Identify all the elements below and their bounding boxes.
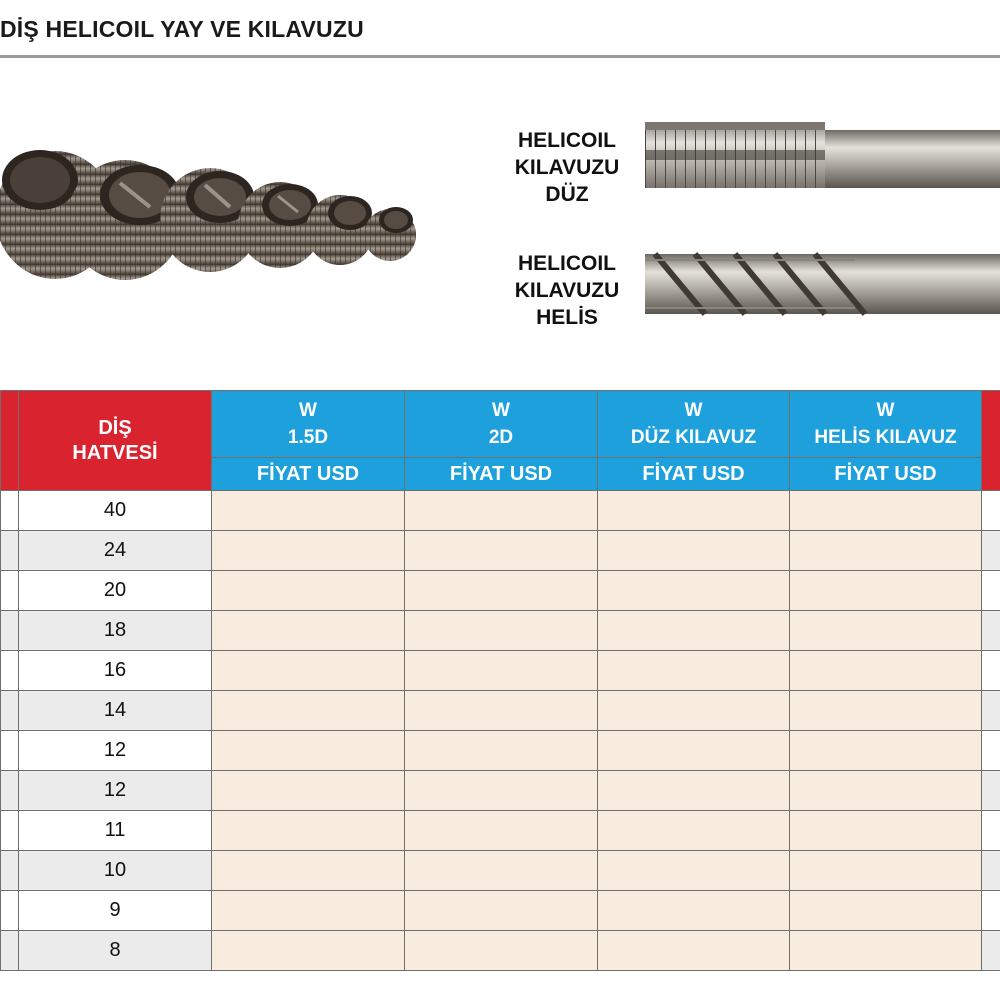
- column-subheader-4: FİYAT USD: [790, 458, 982, 491]
- spiral-tap-label-line-1: HELICOIL: [518, 252, 616, 275]
- table-row: [1, 931, 1000, 971]
- row-edge-cell: [1, 651, 19, 691]
- straight-tap-label-line-2: KILAVUZU: [514, 156, 620, 179]
- pitch-cell: 8: [19, 931, 212, 971]
- pitch-header-line-1: DİŞ: [98, 416, 132, 439]
- pitch-cell: 20: [19, 571, 212, 611]
- pitch-header-line-2: HATVESİ: [72, 441, 158, 464]
- price-cell: [790, 731, 982, 771]
- column-header-3: [598, 391, 790, 458]
- pitch-cell: 18: [19, 611, 212, 651]
- price-cell: [212, 491, 405, 531]
- spiral-tap-label: [492, 250, 642, 331]
- row-edge-cell: [1, 571, 19, 611]
- price-cell: [598, 651, 790, 691]
- price-cell: [790, 891, 982, 931]
- column-header-3-line-2: DÜZ KILAVUZ: [630, 427, 757, 448]
- table-row: [1, 811, 1000, 851]
- price-cell: [598, 491, 790, 531]
- column-header-2-line-1: W: [492, 400, 510, 421]
- row-edge-cell: [1, 531, 19, 571]
- price-cell: [598, 811, 790, 851]
- table-row: [1, 651, 1000, 691]
- left-red-edge: [1, 391, 19, 491]
- price-cell: [598, 771, 790, 811]
- price-cell: [212, 811, 405, 851]
- row-edge-cell: [1, 731, 19, 771]
- row-edge-cell: [982, 531, 1000, 571]
- column-header-3-line-1: W: [684, 400, 703, 421]
- row-edge-cell: [982, 571, 1000, 611]
- row-edge-cell: [1, 931, 19, 971]
- row-edge-cell: [982, 731, 1000, 771]
- price-cell: [790, 531, 982, 571]
- row-edge-cell: [982, 771, 1000, 811]
- row-edge-cell: [1, 851, 19, 891]
- column-subheader-3: FİYAT USD: [598, 458, 790, 491]
- price-cell: [212, 771, 405, 811]
- pitch-cell: 12: [19, 771, 212, 811]
- price-cell: [790, 571, 982, 611]
- price-cell: [405, 651, 598, 691]
- column-subheader-2: FİYAT USD: [405, 458, 598, 491]
- spiral-tap-label-line-3: HELİS: [536, 306, 598, 329]
- price-cell: [212, 731, 405, 771]
- table-row: [1, 491, 1000, 531]
- column-header-4-line-2: HELİS KILAVUZ: [814, 427, 957, 448]
- price-cell: [405, 491, 598, 531]
- price-cell: [790, 771, 982, 811]
- price-cell: [212, 851, 405, 891]
- column-subheader-1: FİYAT USD: [212, 458, 405, 491]
- right-red-edge: [982, 391, 1000, 491]
- column-header-1: [212, 391, 405, 458]
- row-edge-cell: [982, 611, 1000, 651]
- row-edge-cell: [1, 811, 19, 851]
- price-cell: [790, 691, 982, 731]
- straight-tap-label-line-3: DÜZ: [545, 183, 589, 206]
- helicoil-inserts-image: [0, 135, 430, 315]
- column-header-1-line-2: 1.5D: [287, 427, 329, 448]
- row-edge-cell: [1, 891, 19, 931]
- spiral-tap-image: [645, 240, 1000, 330]
- price-cell: [598, 691, 790, 731]
- price-cell: [405, 531, 598, 571]
- row-edge-cell: [982, 691, 1000, 731]
- price-cell: [405, 891, 598, 931]
- price-cell: [790, 811, 982, 851]
- column-header-4: [790, 391, 982, 458]
- page-title: DİŞ HELICOIL YAY VE KILAVUZU: [0, 16, 364, 42]
- price-cell: [212, 691, 405, 731]
- price-cell: [790, 651, 982, 691]
- price-cell: [790, 931, 982, 971]
- pitch-cell: 11: [19, 811, 212, 851]
- row-edge-cell: [1, 611, 19, 651]
- row-edge-cell: [982, 891, 1000, 931]
- price-cell: [598, 611, 790, 651]
- column-header-2: [405, 391, 598, 458]
- column-header-1-line-1: W: [299, 400, 317, 421]
- price-cell: [598, 891, 790, 931]
- price-cell: [598, 851, 790, 891]
- price-table: [0, 390, 1000, 971]
- row-edge-cell: [982, 851, 1000, 891]
- table-row: [1, 851, 1000, 891]
- price-cell: [405, 571, 598, 611]
- price-cell: [212, 931, 405, 971]
- table-row: [1, 611, 1000, 651]
- title-divider: [0, 55, 1000, 58]
- price-cell: [405, 731, 598, 771]
- price-cell: [790, 491, 982, 531]
- price-cell: [405, 851, 598, 891]
- row-edge-cell: [982, 491, 1000, 531]
- price-cell: [212, 571, 405, 611]
- price-cell: [790, 611, 982, 651]
- row-edge-cell: [1, 691, 19, 731]
- price-cell: [405, 811, 598, 851]
- pitch-cell: 12: [19, 731, 212, 771]
- table-row: [1, 891, 1000, 931]
- table-row: [1, 691, 1000, 731]
- price-cell: [405, 691, 598, 731]
- pitch-cell: 9: [19, 891, 212, 931]
- price-cell: [598, 531, 790, 571]
- price-cell: [598, 931, 790, 971]
- table-row: [1, 731, 1000, 771]
- price-cell: [212, 531, 405, 571]
- price-cell: [405, 611, 598, 651]
- table-row: [1, 531, 1000, 571]
- price-cell: [405, 771, 598, 811]
- table-row: [1, 571, 1000, 611]
- pitch-header: [19, 391, 212, 491]
- price-cell: [598, 571, 790, 611]
- row-edge-cell: [982, 651, 1000, 691]
- pitch-cell: 14: [19, 691, 212, 731]
- straight-tap-image: [645, 118, 1000, 200]
- price-cell: [212, 891, 405, 931]
- price-cell: [598, 731, 790, 771]
- row-edge-cell: [1, 491, 19, 531]
- row-edge-cell: [982, 811, 1000, 851]
- price-cell: [790, 851, 982, 891]
- pitch-cell: 40: [19, 491, 212, 531]
- straight-tap-label-line-1: HELICOIL: [518, 129, 616, 152]
- pitch-cell: 24: [19, 531, 212, 571]
- table-row: [1, 771, 1000, 811]
- pitch-cell: 10: [19, 851, 212, 891]
- straight-tap-label: [492, 127, 642, 208]
- row-edge-cell: [982, 931, 1000, 971]
- column-header-2-line-2: 2D: [488, 427, 514, 448]
- spiral-tap-label-line-2: KILAVUZU: [514, 279, 620, 302]
- pitch-cell: 16: [19, 651, 212, 691]
- column-header-4-line-1: W: [876, 400, 895, 421]
- price-cell: [212, 611, 405, 651]
- price-cell: [212, 651, 405, 691]
- price-cell: [405, 931, 598, 971]
- row-edge-cell: [1, 771, 19, 811]
